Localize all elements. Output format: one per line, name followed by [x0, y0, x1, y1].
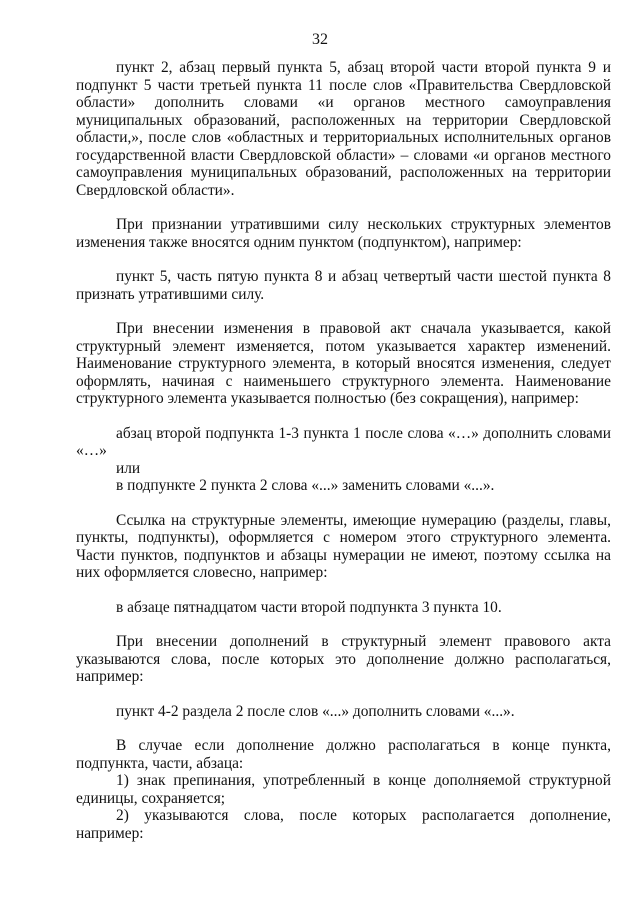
paragraph-structure-rule: При внесении изменения в правовой акт сначала указывается, какой структурный элемент изменяется, потом указывается характер изменений. Наименование структурного элемента, в который вносятся изменения, следует оформлять, начиная с наименьшего структурного элемента. Наименование структурного элемента указывается полностью (без сокращения), например:: [76, 320, 611, 407]
document-body: [76, 59, 611, 842]
list-item-1: 1) знак препинания, употребленный в конце дополняемой структурной единицы, сохраняется;: [76, 772, 611, 807]
paragraph-replace-example: в подпункте 2 пункта 2 слова «...» заменить словами «...».: [116, 477, 495, 494]
paragraph-addition-example: пункт 4-2 раздела 2 после слов «...» дополнить словами «...».: [116, 702, 515, 720]
paragraph-repeal-rule: При признании утратившими силу нескольких структурных элементов изменения также вносятся одним пунктом (подпунктом), например:: [76, 216, 611, 251]
paragraph-reference-rule: Ссылка на структурные элементы, имеющие нумерацию (разделы, главы, пункты, подпункты), оформляется с номером этого структурного элемента. Части пунктов, подпунктов и абзацы нумерации не имеют, поэтому ссылка на них оформляется словесно, например:: [76, 511, 611, 581]
paragraph-subclause-example: абзац второй подпункта 1-3 пункта 1 после слова «…» дополнить словами «…»: [76, 424, 611, 459]
list-item-2: 2) указываются слова, после которых располагается дополнение, например:: [76, 807, 611, 842]
paragraph-end-addition-rule: В случае если дополнение должно располагаться в конце пункта, подпункта, части, абзаца:: [76, 737, 611, 772]
page-number: 32: [312, 31, 328, 48]
paragraph-repeal-example: пункт 5, часть пятую пункта 8 и абзац четвертый части шестой пункта 8 признать утратившими силу.: [76, 268, 611, 303]
paragraph-amendment-example: пункт 2, абзац первый пункта 5, абзац второй части второй пункта 9 и подпункт 5 части третьей пункта 11 после слов «Правительства Свердловской области» дополнить словами «и органов местного самоуправления муниципальных образований, расположенных на территории Свердловской области,», после слов «областных и территориальных исполнительных органов государственной власти Свердловской области» – словами «и органов местного самоуправления муниципальных образований, расположенных на территории Свердловской области».: [76, 59, 611, 199]
paragraph-addition-rule: При внесении дополнений в структурный элемент правового акта указываются слова, после которых это дополнение должно располагаться, например:: [76, 633, 611, 685]
paragraph-reference-example: в абзаце пятнадцатом части второй подпункта 3 пункта 10.: [116, 598, 502, 616]
paragraph-or: или: [116, 459, 141, 477]
